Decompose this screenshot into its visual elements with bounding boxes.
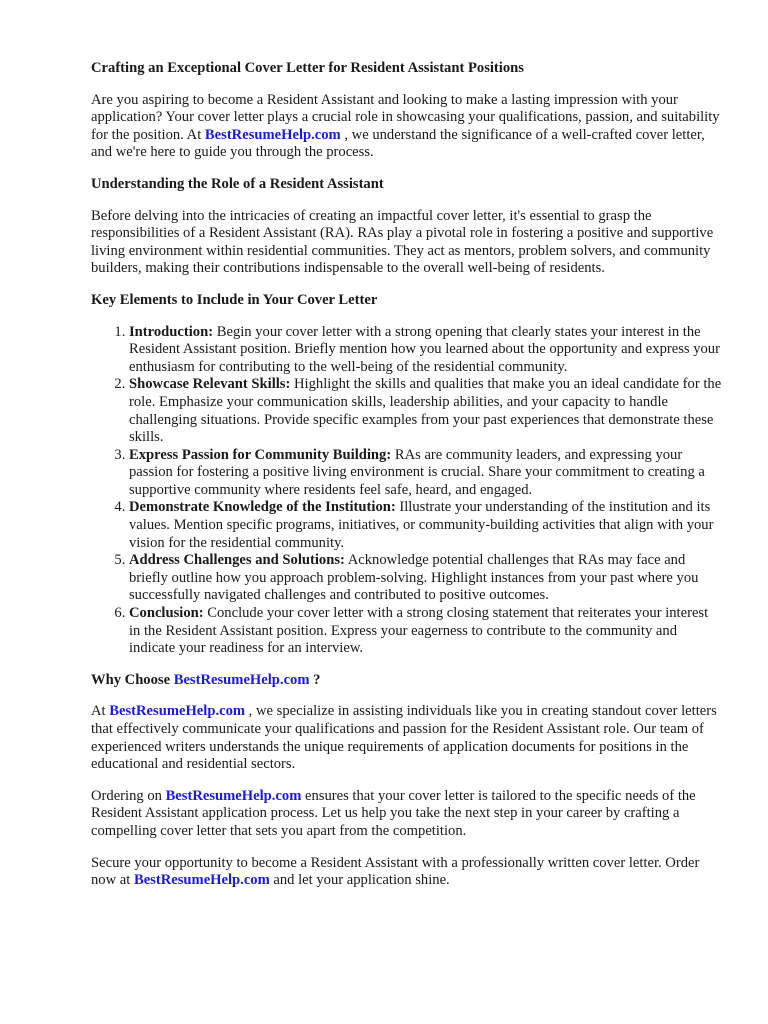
intro-text-before: Are you aspiring to become a Resident Assistant and looking to make a lasting impression with your application? Your cover letter plays a crucial role in showcasing your qualifications, passion, and suitability for the position. At — [91, 91, 720, 143]
paragraph-text: Secure your opportunity to become a Resident Assistant with a professionally written cover letter. Order now at — [91, 854, 700, 889]
list-item-text: Highlight the skills and qualities that make you an ideal candidate for the role. Emphasize your communication skills, leadership abilities, and your capacity to handle challenging situations. Provide specific examples from your past experiences that demonstrate these skills. — [129, 376, 722, 446]
list-item-text: Begin your cover letter with a strong opening that clearly states your interest in the Resident Assistant position. Briefly mention how you learned about the opportunity and express your enthusiasm for contributing to the well-being of the residential community. — [129, 323, 720, 375]
list-item — [129, 324, 723, 377]
site-link[interactable]: BestResumeHelp.com — [133, 872, 270, 889]
closing-paragraph — [91, 855, 723, 890]
section-heading-why-choose — [91, 672, 723, 690]
paragraph-text: At — [91, 703, 110, 720]
list-item-text: Illustrate your understanding of the institution and its values. Mention specific programs, initiatives, or community-building activities that align with your vision for the residential community. — [129, 499, 714, 551]
list-item-label: Showcase Relevant Skills: — [129, 376, 291, 393]
section-heading-key-elements: Key Elements to Include in Your Cover Letter — [91, 291, 378, 308]
document-page — [91, 60, 723, 904]
document-title: Crafting an Exceptional Cover Letter for Resident Assistant Positions — [91, 60, 524, 76]
site-link[interactable]: BestResumeHelp.com — [165, 787, 302, 804]
role-paragraph: Before delving into the intricacies of creating an impactful cover letter, it's essential to grasp the responsibilities of a Resident Assistant (RA). RAs play a pivotal role in fostering a positive and supportive living environment within residential communities. They act as mentors, problem solvers, and community builders, making their contributions indispensable to the overall well-being of residents. — [91, 207, 714, 277]
list-item-text: RAs are community leaders, and expressing your passion for fostering a positive living environment is crucial. Share your commitment to creating a supportive community where residents feel safe, heard, and engaged. — [129, 446, 705, 498]
paragraph-text: Ordering on — [91, 787, 166, 804]
site-link[interactable]: BestResumeHelp.com — [204, 126, 341, 143]
list-item-text: Acknowledge potential challenges that RAs may face and briefly outline how you approach problem-solving. Highlight instances from your past where you successfully navigated challenges and contributed to positive outcomes. — [129, 552, 699, 604]
list-item-label: Express Passion for Community Building: — [129, 446, 392, 463]
intro-paragraph — [91, 92, 723, 162]
list-item — [129, 552, 723, 605]
section-heading-role: Understanding the Role of a Resident Assistant — [91, 175, 384, 192]
why-choose-paragraph — [91, 703, 723, 773]
paragraph-text: , we specialize in assisting individuals like you in creating standout cover letters that effectively communicate your qualifications and passion for the Resident Assistant role. Our team of experienced writers understands the unique requirements of application documents for positions in the educational and residential sectors. — [91, 703, 717, 773]
list-item-label: Conclusion: — [129, 605, 204, 622]
paragraph-text: and let your application shine. — [269, 872, 450, 889]
key-elements-list — [91, 324, 723, 658]
list-item — [129, 376, 723, 446]
list-item — [129, 499, 723, 552]
list-item — [129, 447, 723, 500]
list-item-label: Address Challenges and Solutions: — [129, 552, 345, 569]
paragraph-text: ensures that your cover letter is tailored to the specific needs of the Resident Assistant application process. Let us help you take the next step in your career by crafting a compelling cover letter that sets you apart from the competition. — [91, 787, 696, 839]
why-choose-text: Why Choose — [91, 671, 174, 688]
site-link[interactable]: BestResumeHelp.com — [109, 703, 246, 720]
why-choose-suffix: ? — [309, 671, 321, 688]
list-item-label: Introduction: — [129, 323, 214, 340]
list-item-text: Conclude your cover letter with a strong closing statement that reiterates your interest in the Resident Assistant position. Express your eagerness to contribute to the community and indicate your readiness for an interview. — [129, 605, 709, 657]
ordering-paragraph — [91, 788, 723, 841]
list-item-label: Demonstrate Knowledge of the Institution: — [129, 499, 396, 516]
site-link[interactable]: BestResumeHelp.com — [173, 671, 310, 688]
intro-text-after: , we understand the significance of a well-crafted cover letter, and we're here to guide you through the process. — [91, 126, 705, 161]
list-item — [129, 605, 723, 658]
